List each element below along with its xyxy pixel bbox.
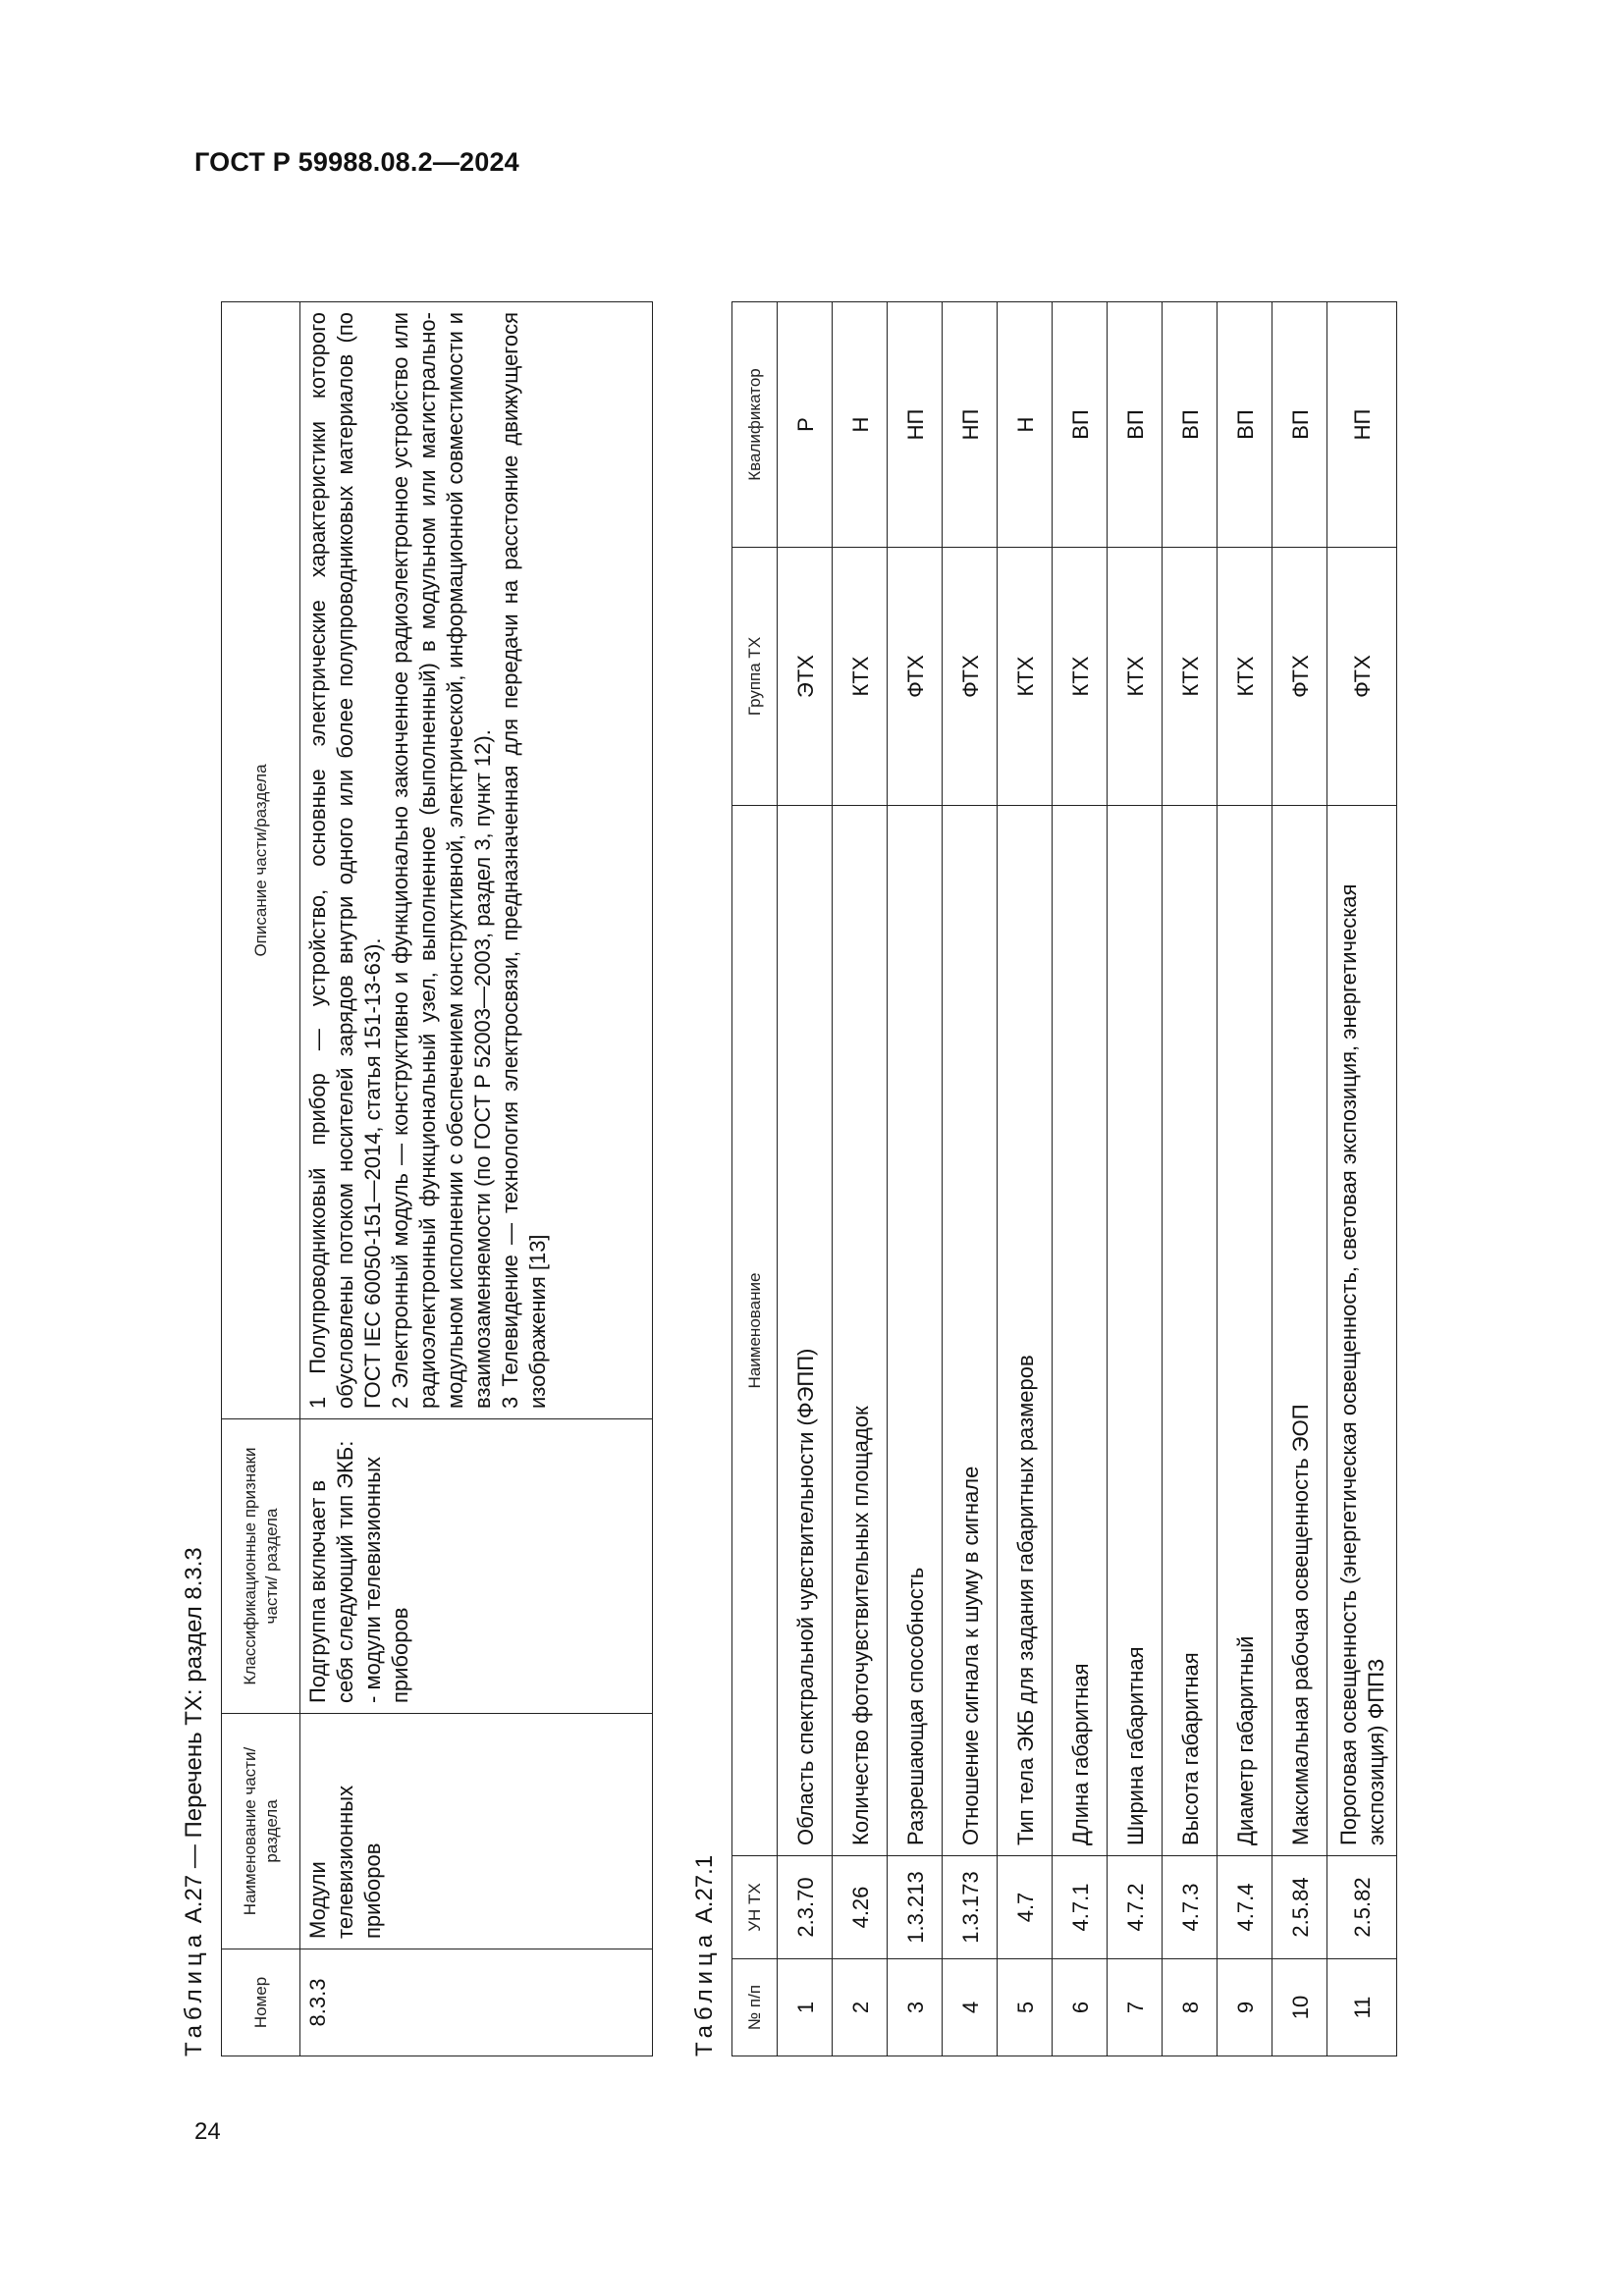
- cell-qualifier: ВП: [1163, 302, 1218, 548]
- cell-un: 1.3.213: [888, 1856, 943, 1959]
- cell-un: 4.7.3: [1163, 1856, 1218, 1959]
- cell-title: Разрешающая способность: [888, 806, 943, 1856]
- cell-group: ФТХ: [1327, 548, 1397, 806]
- cell-qualifier: НП: [888, 302, 943, 548]
- cell-index: 7: [1108, 1959, 1163, 2056]
- col-group: Группа ТХ: [732, 548, 778, 806]
- table-row: [1053, 302, 1108, 2056]
- table-row: [1327, 302, 1397, 2056]
- cell-qualifier: Н: [833, 302, 888, 548]
- cell-qualifier: ВП: [1272, 302, 1327, 548]
- cell-index: 5: [998, 1959, 1053, 2056]
- cell-index: 2: [833, 1959, 888, 2056]
- cell-qualifier: ВП: [1108, 302, 1163, 548]
- col-un: УН ТХ: [732, 1856, 778, 1959]
- cell-group: КТХ: [1218, 548, 1272, 806]
- cell-title: Длина габаритная: [1053, 806, 1108, 1856]
- table-a271: [731, 301, 1397, 2056]
- cell-qualifier: ВП: [1218, 302, 1272, 548]
- table-row: [833, 302, 888, 2056]
- cell-un: 4.7.1: [1053, 1856, 1108, 1959]
- cell-title: Высота габаритная: [1163, 806, 1218, 1856]
- cell-qualifier: ВП: [1053, 302, 1108, 548]
- col-description: Описание части/раздела: [222, 302, 300, 1419]
- cell-title: Область спектральной чувствительности (ФЭПП): [778, 806, 833, 1856]
- cell-qualifier: Н: [998, 302, 1053, 548]
- cell-group: ФТХ: [943, 548, 998, 806]
- rotated-content: [180, 216, 1388, 2081]
- cell-index: 9: [1218, 1959, 1272, 2056]
- col-index: № п/п: [732, 1959, 778, 2056]
- caption-word: Таблица: [181, 1929, 207, 2056]
- cell-un: 4.7.2: [1108, 1856, 1163, 1959]
- cell-un: 4.7.4: [1218, 1856, 1272, 1959]
- cell-group: КТХ: [998, 548, 1053, 806]
- table-a27: [221, 301, 653, 2056]
- col-classification: Классификационные признаки части/ раздела: [222, 1419, 300, 1714]
- table-row: [1218, 302, 1272, 2056]
- cell-index: 6: [1053, 1959, 1108, 2056]
- table-row: [300, 302, 653, 2056]
- cell-index: 3: [888, 1959, 943, 2056]
- cell-name: Модули телевизионных приборов: [300, 1714, 653, 1949]
- col-qualifier: Квалификатор: [732, 302, 778, 548]
- cell-index: 4: [943, 1959, 998, 2056]
- cell-un: 2.5.84: [1272, 1856, 1327, 1959]
- cell-un: 4.26: [833, 1856, 888, 1959]
- table-a27-header: [222, 302, 300, 2056]
- cell-qualifier: НП: [1327, 302, 1397, 548]
- cell-qualifier: Р: [778, 302, 833, 548]
- cell-group: КТХ: [1163, 548, 1218, 806]
- cell-group: КТХ: [1108, 548, 1163, 806]
- cell-un: 2.3.70: [778, 1856, 833, 1959]
- cell-group: ЭТХ: [778, 548, 833, 806]
- table-row: [888, 302, 943, 2056]
- cell-un: 4.7: [998, 1856, 1053, 1959]
- table-row: [1108, 302, 1163, 2056]
- caption-rest: А.27 — Перечень ТХ: раздел 8.3.3: [181, 1547, 207, 1930]
- cell-index: 11: [1327, 1959, 1397, 2056]
- cell-classification: Подгруппа включает в себя следующий тип ЭКБ: - модули телевизионных приборов: [300, 1419, 653, 1714]
- col-number: Номер: [222, 1949, 300, 2056]
- table-row: [1163, 302, 1218, 2056]
- table-row: [943, 302, 998, 2056]
- cell-title: Максимальная рабочая освещенность ЭОП: [1272, 806, 1327, 1856]
- cell-index: 8: [1163, 1959, 1218, 2056]
- document-header: ГОСТ Р 59988.08.2—2024: [194, 147, 519, 177]
- cell-index: 10: [1272, 1959, 1327, 2056]
- cell-group: ФТХ: [1272, 548, 1327, 806]
- cell-title: Тип тела ЭКБ для задания габаритных размеров: [998, 806, 1053, 1856]
- cell-un: 1.3.173: [943, 1856, 998, 1959]
- table-row: [1272, 302, 1327, 2056]
- cell-group: КТХ: [833, 548, 888, 806]
- cell-group: ФТХ: [888, 548, 943, 806]
- cell-title: Пороговая освещенность (энергетическая освещенность, световая экспозиция, энергетическая экспозиция) ФППЗ: [1327, 806, 1397, 1856]
- caption-word: Таблица: [691, 1929, 718, 2056]
- cell-qualifier: НП: [943, 302, 998, 548]
- cell-title: Ширина габаритная: [1108, 806, 1163, 1856]
- cell-description: 1 Полупроводниковый прибор — устройство, основные электрические характеристики которого обусловлены потоком носителей зарядов внутри одного или более полупроводниковых материалов (по ГОСТ IEC 60050-151—2014, статья 151-13-63). 2 Электронный модуль — конструктивно и функционально законченное радиоэлектронное устройство или радиоэлектронный функциональный узел, выполненное (выполненный) в модульном или магистрально-модульном исполнении с обеспечением конструктивной, электрической, информационной совместимости и взаимозаменяемости (по ГОСТ Р 52003—2003, раздел 3, пункт 12). 3 Телевидение — технология электросвязи, предназначенная для передачи на расстояние движущегося изображения [13]: [300, 302, 653, 1419]
- col-name: Наименование части/ раздела: [222, 1714, 300, 1949]
- cell-index: 1: [778, 1959, 833, 2056]
- col-title: Наименование: [732, 806, 778, 1856]
- table-a27-caption: [180, 216, 209, 2056]
- cell-title: Количество фоточувствительных площадок: [833, 806, 888, 1856]
- table-a271-header: [732, 302, 778, 2056]
- page-number: 24: [194, 2118, 221, 2145]
- cell-number: 8.3.3: [300, 1949, 653, 2056]
- table-row: [778, 302, 833, 2056]
- cell-title: Диаметр габаритный: [1218, 806, 1272, 1856]
- table-row: [998, 302, 1053, 2056]
- cell-group: КТХ: [1053, 548, 1108, 806]
- caption-rest: А.27.1: [691, 1854, 718, 1930]
- cell-un: 2.5.82: [1327, 1856, 1397, 1959]
- table-a271-caption: [690, 216, 720, 2056]
- cell-title: Отношение сигнала к шуму в сигнале: [943, 806, 998, 1856]
